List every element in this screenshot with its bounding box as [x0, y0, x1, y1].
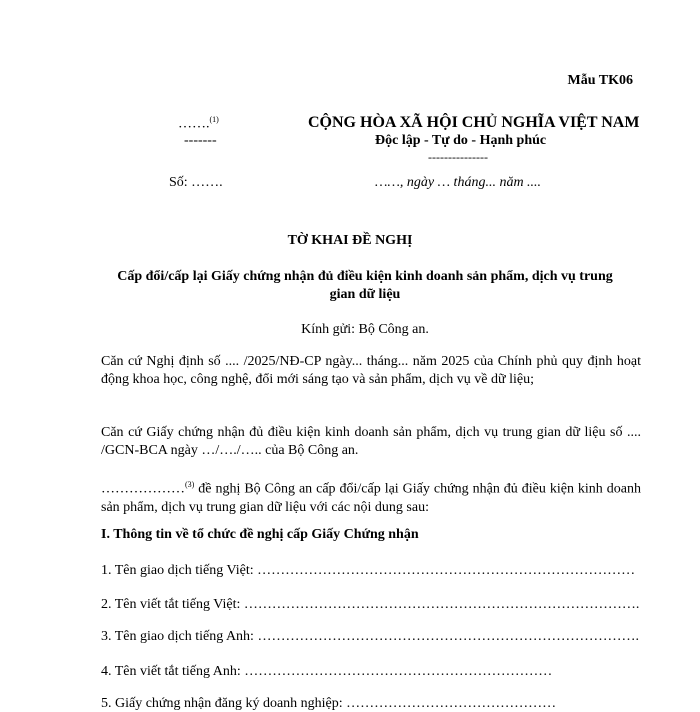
- form-code: Mẫu TK06: [567, 73, 633, 88]
- organization-name: …….: [178, 116, 210, 132]
- section-heading: I. Thông tin về tổ chức đề nghị cấp Giấy Chứng nhận: [101, 527, 419, 542]
- applicant-placeholder: ………………: [101, 481, 185, 497]
- document-title: TỜ KHAI ĐỀ NGHỊ: [287, 233, 413, 248]
- document-subtitle: Cấp đổi/cấp lại Giấy chứng nhận đủ điều kiện kinh doanh sản phẩm, dịch vụ trung gian dữ liệu: [117, 269, 613, 302]
- field-vietnamese-trade-name: 1. Tên giao dịch tiếng Việt: ………………………………………………………………………: [101, 563, 636, 578]
- request-text: đề nghị Bộ Công an cấp đổi/cấp lại Giấy chứng nhận đủ điều kiện kinh doanh sản phẩm, dịch vụ trung gian dữ liệu với các nội dung sau:: [101, 481, 641, 515]
- field-business-registration: 5. Giấy chứng nhận đăng ký doanh nghiệp: ………………………………………: [101, 696, 557, 711]
- national-motto: Độc lập - Tự do - Hạnh phúc: [375, 133, 547, 148]
- request-statement: [101, 476, 641, 517]
- legal-basis-decree: Căn cứ Nghị định số .... /2025/NĐ-CP ngày... tháng... năm 2025 của Chính phủ quy định hoạt động khoa học, công nghệ, đổi mới sáng tạo và sản phẩm, dịch vụ về dữ liệu;: [101, 354, 641, 387]
- document-date: ……, ngày … tháng... năm ....: [375, 175, 542, 190]
- field-english-short-name: 4. Tên viết tắt tiếng Anh: …………………………………………………………: [101, 664, 553, 679]
- legal-basis-certificate: Căn cứ Giấy chứng nhận đủ điều kiện kinh doanh sản phẩm, dịch vụ trung gian dữ liệu số .... /GCN-BCA ngày …/…./….. của Bộ Công an.: [101, 425, 641, 458]
- field-english-trade-name: 3. Tên giao dịch tiếng Anh: ……………………………………………………………………….: [101, 629, 639, 644]
- recipient-line: Kính gửi: Bộ Công an.: [301, 322, 429, 337]
- organization-placeholder: [178, 115, 219, 133]
- document-number: Số: …….: [169, 175, 223, 190]
- motto-divider: ---------------: [428, 150, 488, 164]
- nation-heading: CỘNG HÒA XÃ HỘI CHỦ NGHĨA VIỆT NAM: [308, 114, 640, 131]
- field-vietnamese-short-name: 2. Tên viết tắt tiếng Việt: ………………………………………………………………………….: [101, 597, 640, 612]
- footnote-ref-1: (1): [209, 115, 219, 124]
- footnote-ref-3: (3): [185, 480, 195, 489]
- organization-divider: -------: [184, 133, 217, 148]
